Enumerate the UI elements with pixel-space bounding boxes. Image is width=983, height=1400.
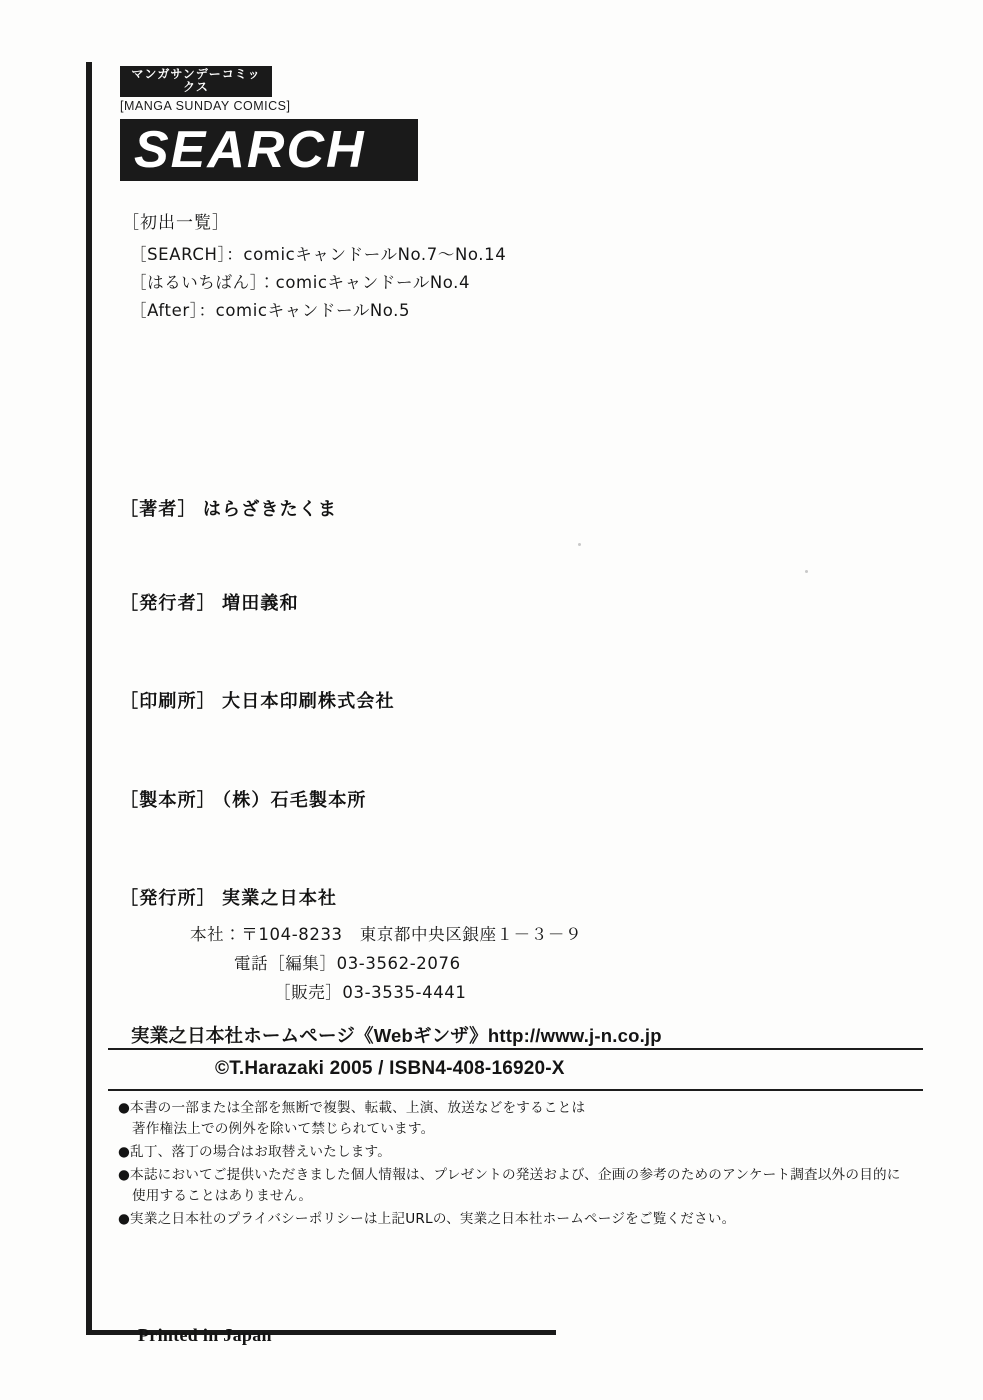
address-line-sales-phone: ［販売］03‐3535‐4441: [274, 983, 467, 1002]
address-line-head-office: 本社：〒104‐8233 東京都中央区銀座１－３－９: [190, 925, 583, 944]
divider-below-copyright: [108, 1089, 923, 1091]
credit-publisher-value: 実業之日本社: [222, 888, 338, 908]
credit-binder-label: ［製本所］: [120, 790, 216, 810]
first-appearance-entry: ［SEARCH］：comicキャンドールNo.7〜No.14: [130, 245, 507, 264]
address-line-editorial-phone: 電話［編集］03‐3562‐2076: [234, 954, 461, 973]
legal-note: [118, 1142, 928, 1163]
copyright-line: ©T.Harazaki 2005 / ISBN4-408-16920-X: [215, 1058, 565, 1079]
legal-note-indent: 使用することはありません。: [132, 1188, 313, 1205]
legal-note-main: ●実業之日本社のプライバシーポリシーは上記URLの、実業之日本社ホームページをご覧ください。: [118, 1211, 736, 1228]
credit-publisher-person-label: ［発行者］: [120, 593, 216, 613]
divider-above-copyright: [108, 1048, 923, 1050]
homepage-line[interactable]: 実業之日本社ホームページ《Webギンザ》http://www.j-n.co.jp: [131, 1025, 662, 1046]
legal-note-main: ●本誌においてご提供いただきました個人情報は、プレゼントの発送および、企画の参考のためのアンケート調査以外の目的に: [118, 1167, 901, 1184]
scan-speck: [578, 543, 581, 546]
credit-author-label: ［著者］: [120, 499, 197, 519]
credit-binder-value: （株）石毛製本所: [222, 790, 367, 810]
title-logo-box: [120, 119, 418, 181]
first-appearance-entry: ［After］：comicキャンドールNo.5: [130, 301, 411, 320]
masthead: [120, 66, 420, 181]
legal-note: [118, 1165, 928, 1207]
legal-note-main: ●乱丁、落丁の場合はお取替えいたします。: [118, 1144, 392, 1161]
credit-author-value: はらざきたくま: [202, 499, 338, 519]
scan-speck: [805, 570, 808, 573]
credit-binder: [120, 786, 367, 812]
credit-publisher-person: [120, 589, 299, 615]
imprint-jp-label: マンガサンデーコミックス: [120, 66, 272, 97]
credit-printer: [120, 687, 395, 713]
publisher-address: [190, 916, 582, 1003]
printed-in-japan: Printed in Japan: [138, 1325, 272, 1345]
imprint-en-label: [MANGA SUNDAY COMICS]: [120, 99, 291, 114]
first-appearance-entry: ［はるいちばん］：comicキャンドールNo.4: [130, 273, 471, 292]
title-logo-text: SEARCH: [134, 121, 366, 180]
legal-note: [118, 1098, 928, 1140]
credit-author: [120, 495, 337, 521]
credit-printer-label: ［印刷所］: [120, 691, 216, 711]
legal-notes: [118, 1098, 928, 1232]
legal-note: [118, 1209, 928, 1230]
credit-publisher-person-value: 増田義和: [222, 593, 299, 613]
legal-note-main: ●本書の一部または全部を無断で複製、転載、上演、放送などをすることは: [118, 1100, 586, 1116]
credit-publisher: [120, 884, 337, 910]
legal-note-indent: 著作権法上での例外を除いて禁じられています。: [132, 1121, 435, 1138]
first-appearance-section: [122, 208, 506, 321]
spine-rule: [86, 62, 92, 1334]
credit-publisher-label: ［発行所］: [120, 888, 216, 908]
first-appearance-heading: ［初出一覧］: [122, 213, 230, 233]
credit-printer-value: 大日本印刷株式会社: [222, 691, 395, 711]
